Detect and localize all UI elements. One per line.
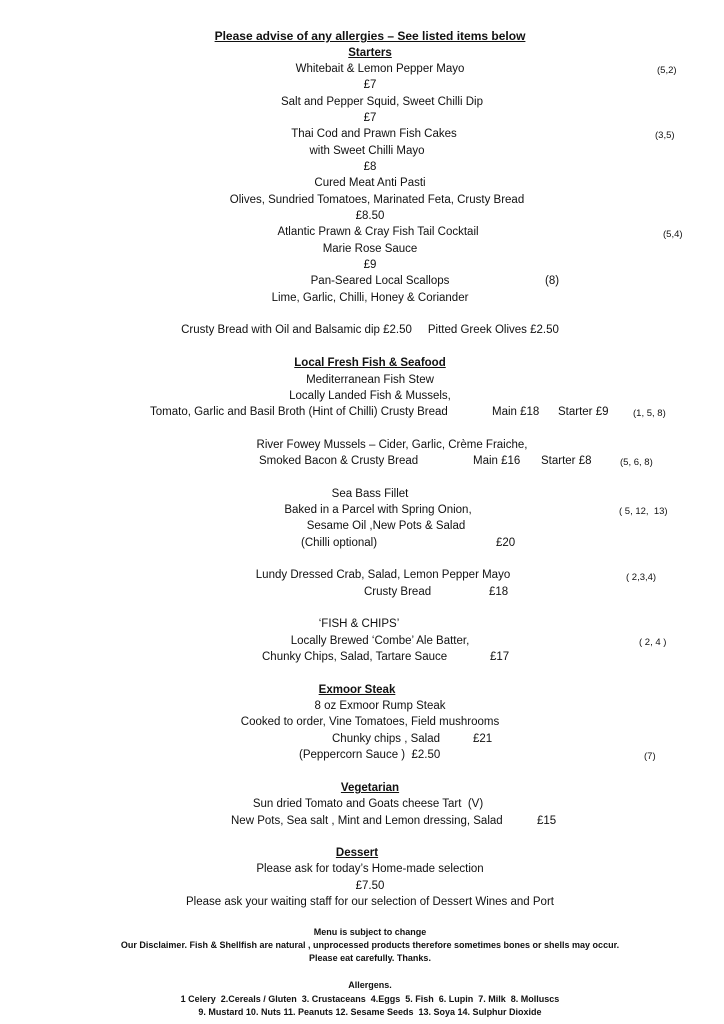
dessert-price: £7.50	[355, 880, 385, 892]
scallops-description: Lime, Garlic, Chilli, Honey & Coriander	[271, 292, 469, 304]
vegetarian-line-2: New Pots, Sea salt , Mint and Lemon dressing, Salad	[231, 815, 503, 827]
cocktail-price: £9	[363, 259, 377, 271]
dessert-line-1: Please ask for today’s Home-made selection	[256, 863, 484, 875]
steak-sauce: (Peppercorn Sauce ) £2.50	[299, 749, 441, 761]
steak-line-1: 8 oz Exmoor Rump Steak	[314, 700, 446, 712]
fish-stew-allergens: (1, 5, 8)	[633, 408, 666, 419]
crab-price: £18	[489, 586, 509, 598]
fish-stew-name: Mediterranean Fish Stew	[306, 374, 434, 386]
fish-stew-line-2: Locally Landed Fish & Mussels,	[289, 390, 451, 402]
dessert-line-2: Please ask your waiting staff for our selection of Dessert Wines and Port	[186, 896, 554, 908]
footer-change-note: Menu is subject to change	[313, 927, 427, 937]
vegetarian-line-1: Sun dried Tomato and Goats cheese Tart (V)	[252, 798, 484, 810]
header: Please advise of any allergies – See listed items below	[214, 29, 526, 43]
fish-chips-allergens: ( 2, 4 )	[639, 637, 667, 648]
fish-stew-main-price: Main £18	[492, 406, 540, 418]
antipasti-description: Olives, Sundried Tomatoes, Marinated Feta, Crusty Bread	[229, 194, 525, 206]
sea-bass-name: Sea Bass Fillet	[331, 488, 409, 500]
footer-disclaimer: Our Disclaimer. Fish & Shellfish are natural , unprocessed products therefore sometimes bones or shells may occur.	[120, 940, 620, 950]
steak-line-2: Cooked to order, Vine Tomatoes, Field mushrooms	[240, 716, 500, 728]
sea-bass-line-3: Sesame Oil ,New Pots & Salad	[306, 520, 466, 532]
crab-allergens: ( 2,3,4)	[626, 572, 657, 583]
whitebait-price: £7	[363, 79, 377, 91]
vegetarian-price: £15	[537, 815, 557, 827]
sea-bass-line-4: (Chilli optional)	[301, 537, 378, 549]
fish-chips-line-2: Locally Brewed ‘Combe’ Ale Batter,	[290, 635, 470, 647]
vegetarian-title: Vegetarian	[340, 782, 400, 794]
allergens-list-1: 1 Celery 2.Cereals / Gluten 3. Crustaceans 4.Eggs 5. Fish 6. Lupin 7. Milk 8. Molluscs	[180, 994, 560, 1004]
mussels-description: Smoked Bacon & Crusty Bread	[259, 455, 419, 467]
starters-sides: Crusty Bread with Oil and Balsamic dip £2.50 Pitted Greek Olives £2.50	[181, 324, 559, 336]
footer-eat-carefully: Please eat carefully. Thanks.	[309, 953, 431, 963]
antipasti-name: Cured Meat Anti Pasti	[314, 177, 426, 189]
whitebait-allergens: (5,2)	[657, 65, 677, 76]
cocktail-sauce: Marie Rose Sauce	[322, 243, 418, 255]
fishcakes-name: Thai Cod and Prawn Fish Cakes	[291, 128, 457, 140]
fish-chips-name: ‘FISH & CHIPS’	[318, 618, 400, 630]
steak-line-3: Chunky chips , Salad	[332, 733, 441, 745]
fish-chips-line-3: Chunky Chips, Salad, Tartare Sauce	[262, 651, 448, 663]
fishcakes-price: £8	[363, 161, 377, 173]
fishcakes-sauce: with Sweet Chilli Mayo	[309, 145, 425, 157]
dessert-title: Dessert	[335, 847, 379, 859]
fish-title: Local Fresh Fish & Seafood	[294, 357, 446, 369]
mussels-starter-price: Starter £8	[541, 455, 592, 467]
squid-price: £7	[363, 112, 377, 124]
cocktail-allergens: (5,4)	[663, 229, 683, 240]
fish-stew-line-3: Tomato, Garlic and Basil Broth (Hint of Chilli) Crusty Bread	[150, 406, 448, 418]
scallops-name: Pan-Seared Local Scallops	[310, 275, 450, 287]
starters-title: Starters	[348, 47, 392, 59]
scallops-allergens: (8)	[545, 275, 560, 287]
mussels-name: River Fowey Mussels – Cider, Garlic, Crème Fraiche,	[256, 439, 528, 451]
steak-title: Exmoor Steak	[318, 684, 396, 696]
allergens-list-2: 9. Mustard 10. Nuts 11. Peanuts 12. Sesame Seeds 13. Soya 14. Sulphur Dioxide	[198, 1007, 542, 1017]
sea-bass-line-2: Baked in a Parcel with Spring Onion,	[284, 504, 472, 516]
antipasti-price: £8.50	[355, 210, 385, 222]
mussels-allergens: (5, 6, 8)	[620, 457, 653, 468]
cocktail-name: Atlantic Prawn & Cray Fish Tail Cocktail	[277, 226, 479, 238]
steak-price: £21	[473, 733, 493, 745]
fishcakes-allergens: (3,5)	[655, 130, 675, 141]
crab-line-2: Crusty Bread	[364, 586, 432, 598]
squid-name: Salt and Pepper Squid, Sweet Chilli Dip	[280, 96, 484, 108]
fish-chips-price: £17	[490, 651, 510, 663]
steak-sauce-allergens: (7)	[644, 751, 656, 762]
crab-name: Lundy Dressed Crab, Salad, Lemon Pepper Mayo	[255, 569, 511, 581]
whitebait-name: Whitebait & Lemon Pepper Mayo	[295, 63, 465, 75]
sea-bass-price: £20	[496, 537, 516, 549]
fish-stew-starter-price: Starter £9	[558, 406, 609, 418]
allergens-title: Allergens.	[348, 980, 392, 990]
mussels-main-price: Main £16	[473, 455, 521, 467]
sea-bass-allergens: ( 5, 12, 13)	[619, 506, 668, 517]
